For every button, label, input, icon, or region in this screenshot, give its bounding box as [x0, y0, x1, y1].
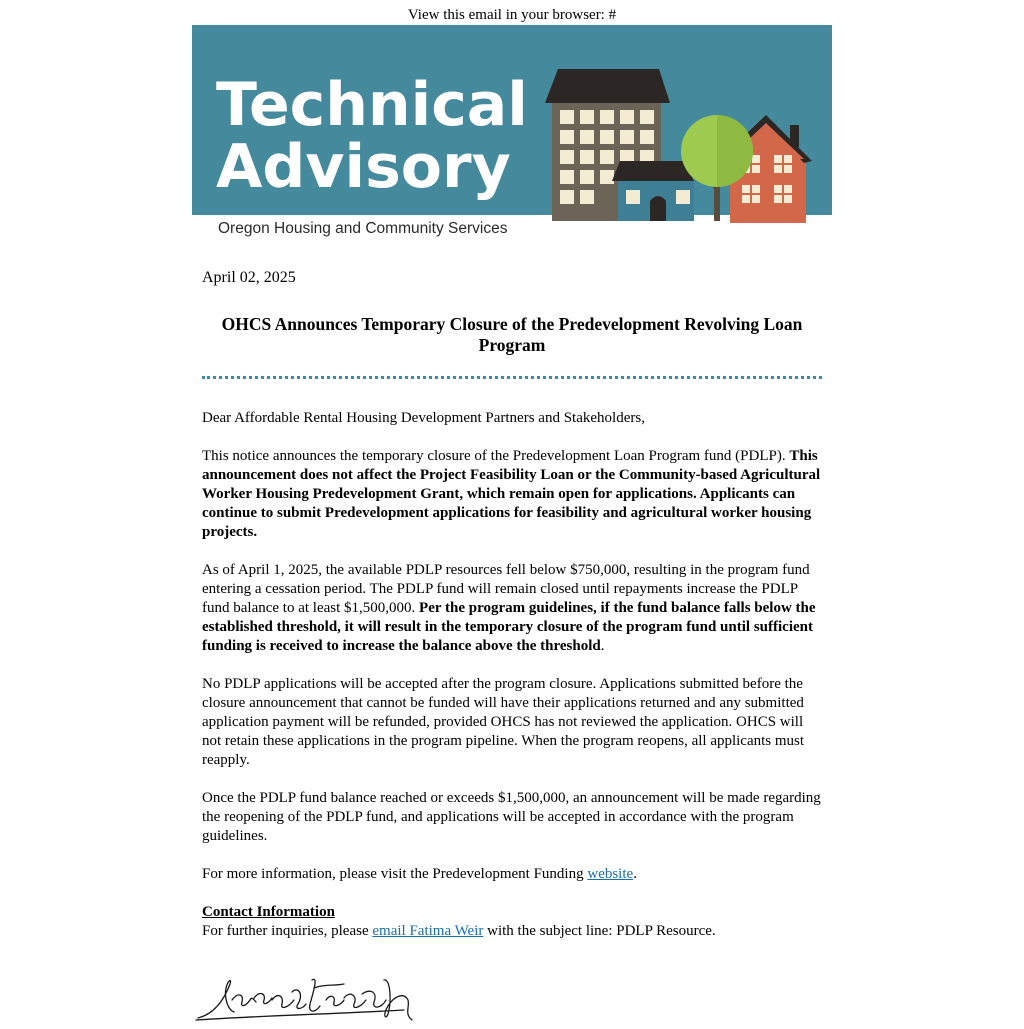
email-date: April 02, 2025: [202, 269, 296, 286]
paragraph-more-info: [202, 865, 822, 884]
preheader-text: View this email in your browser:: [407, 7, 605, 23]
page-title: OHCS Announces Temporary Closure of the Predevelopment Revolving Loan Program: [221, 314, 803, 355]
more-info-text: For more information, please visit the Predevelopment Funding: [202, 866, 584, 882]
contact-section: [202, 903, 822, 941]
paragraph-reopening: Once the PDLP fund balance reached or exceeds $1,500,000, an announcement will be made regarding the reopening of the PDLP fund, and applications will be accepted in accordance with the program guidelines.: [202, 790, 821, 844]
contact-before-text: For further inquiries, please: [202, 923, 369, 939]
greeting: Dear Affordable Rental Housing Development Partners and Stakeholders,: [202, 410, 645, 426]
banner-title-line1: Technical: [216, 70, 528, 140]
contact-text: [202, 922, 822, 941]
website-link[interactable]: website: [587, 866, 634, 882]
notice-bold-text: This announcement does not affect the Project Feasibility Loan or the Community-based Agricultural Worker Housing Predevelopment Grant, which remain open for applications. Applicants can continue to submit Predevelopment applications for feasibility and agricultural worker housing projects.: [202, 448, 821, 540]
title-divider: [202, 376, 822, 379]
handwritten-signature: [194, 970, 419, 1024]
header-banner: [192, 25, 832, 245]
contact-after-text: with the subject line: PDLP Resource.: [487, 923, 716, 939]
more-info-end: .: [633, 866, 637, 882]
paragraph-applications: No PDLP applications will be accepted after the program closure. Applications submitted before the closure announcement that cannot be funded will have their applications returned and any submitted application payment will be refunded, provided OHCS has not reviewed the application. OHCS will not retain these applications in the program pipeline. When the program reopens, all applicants must reapply.: [202, 676, 805, 768]
paragraph-resources: [202, 561, 822, 656]
notice-plain-text: This notice announces the temporary closure of the Predevelopment Loan Program fund (PDLP).: [202, 448, 786, 464]
contact-heading: Contact Information: [202, 904, 335, 920]
browser-view-link[interactable]: #: [608, 7, 617, 23]
banner-title-line2: Advisory: [216, 132, 511, 202]
email-body: [202, 268, 822, 941]
resources-end-text: .: [600, 638, 605, 654]
paragraph-notice: [202, 447, 822, 542]
email-contact-link[interactable]: email Fatima Weir: [372, 923, 484, 939]
resources-plain-text: As of April 1, 2025, the available PDLP resources fell below $750,000, resulting in the program fund entering a cessation period. The PDLP fund will remain closed until repayments increase the PDLP fund balance to at least $1,500,000.: [202, 562, 810, 616]
resources-bold-text: Per the program guidelines, if the fund balance falls below the established threshold, it will result in the temporary closure of the program fund until sufficient funding is received to increase the balance above the threshold: [202, 600, 816, 654]
banner-org-name: Oregon Housing and Community Services: [218, 220, 508, 237]
preheader: [0, 5, 1024, 25]
